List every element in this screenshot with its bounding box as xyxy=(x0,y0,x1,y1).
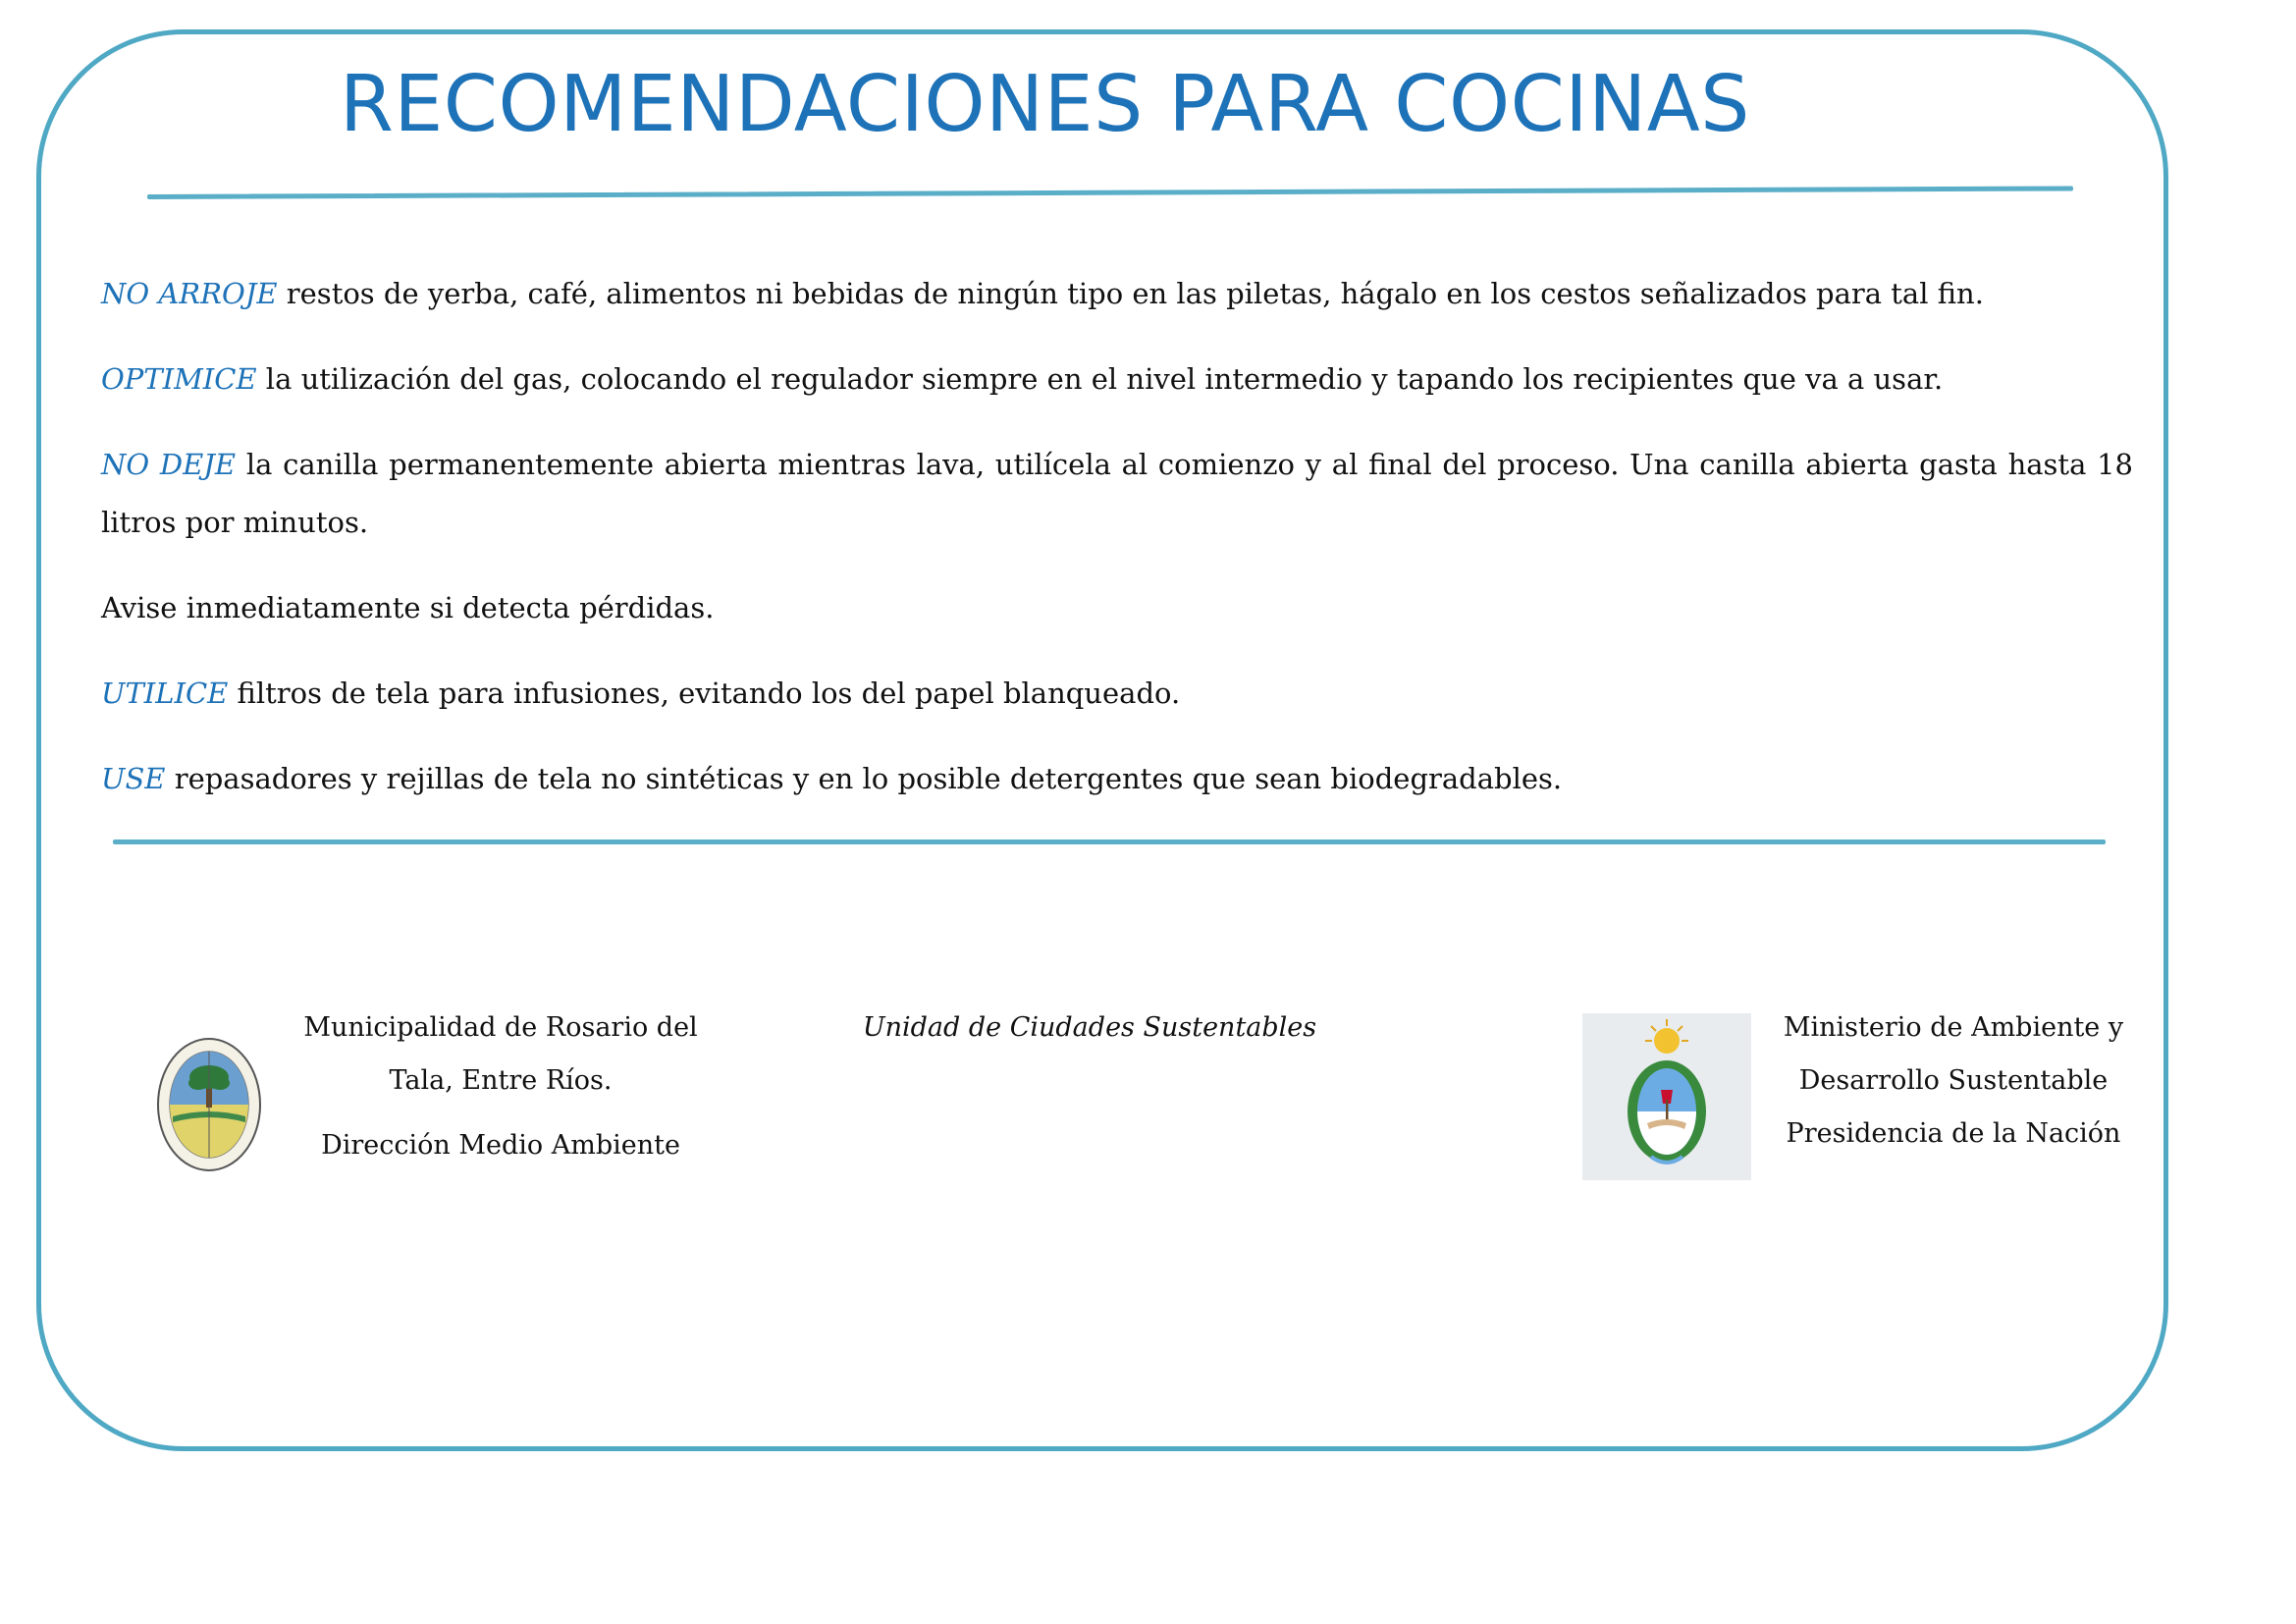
recommendations-list xyxy=(101,265,2133,836)
recommendation-item xyxy=(101,579,2133,637)
unit-name: Unidad de Ciudades Sustentables xyxy=(862,1012,1317,1043)
recommendation-text: la canilla permanentemente abierta mientras lava, utilícela al comienzo y al final del proceso. Una canilla abierta gasta hasta 18 litros por minutos. xyxy=(101,448,2133,539)
department-line: Dirección Medio Ambiente xyxy=(321,1130,680,1161)
recommendation-text: la utilización del gas, colocando el regulador siempre en el nivel intermedio y tapando los recipientes que va a usar. xyxy=(256,362,1944,396)
ministry-line: Ministerio de Ambiente y xyxy=(1783,1012,2124,1043)
municipal-seal-icon xyxy=(155,1036,263,1173)
ministry-credit xyxy=(1762,1001,2145,1161)
municipality-line: Tala, Entre Ríos. xyxy=(389,1065,613,1096)
recommendation-item xyxy=(101,351,2133,408)
unit-credit xyxy=(844,1001,1335,1055)
recommendation-keyword: USE xyxy=(101,762,166,795)
recommendation-text: restos de yerba, café, alimentos ni bebidas de ningún tipo en las piletas, hágalo en los cestos señalizados para tal fin. xyxy=(277,277,1984,310)
municipality-line: Municipalidad de Rosario del xyxy=(303,1012,698,1043)
recommendation-item xyxy=(101,665,2133,723)
page-title: RECOMENDACIONES PARA COCINAS xyxy=(340,59,1750,149)
recommendation-keyword: OPTIMICE xyxy=(101,362,257,396)
content-divider xyxy=(113,839,2106,844)
ministry-line: Desarrollo Sustentable xyxy=(1798,1065,2109,1096)
recommendation-text: filtros de tela para infusiones, evitando los del papel blanqueado. xyxy=(228,677,1181,710)
recommendation-item xyxy=(101,265,2133,323)
recommendation-text: repasadores y rejillas de tela no sintéticas y en lo posible detergentes que sean biodegradables. xyxy=(165,762,1563,795)
recommendation-keyword: NO ARROJE xyxy=(101,277,278,310)
recommendation-text: Avise inmediatamente si detecta pérdidas. xyxy=(101,591,715,624)
municipality-credit xyxy=(294,1001,707,1172)
national-coat-of-arms xyxy=(1582,1013,1751,1180)
recommendation-item xyxy=(101,750,2133,808)
coat-of-arms-icon xyxy=(1582,1013,1751,1180)
recommendation-keyword: UTILICE xyxy=(101,677,229,710)
recommendation-keyword: NO DEJE xyxy=(101,448,237,481)
ministry-line: Presidencia de la Nación xyxy=(1786,1118,2121,1149)
recommendation-item xyxy=(101,436,2133,552)
